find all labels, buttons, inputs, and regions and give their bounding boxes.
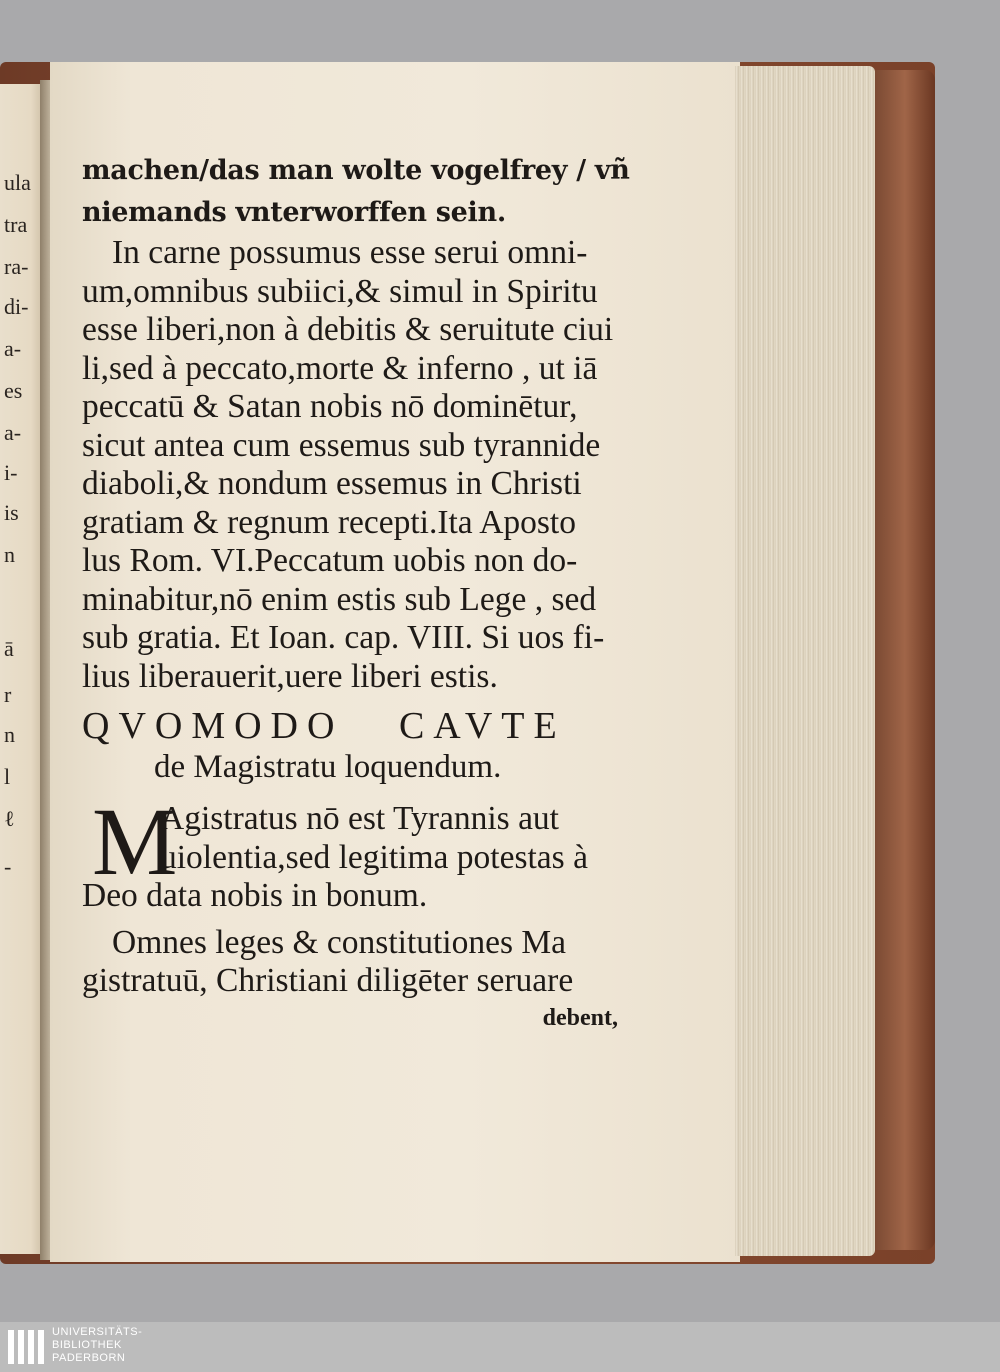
latin-line: lius liberauerit,uere liberi estis.	[82, 657, 498, 695]
latin-line: uiolentia,sed legitima potestas à	[160, 838, 588, 876]
left-margin-fragment: ā	[4, 636, 14, 661]
left-margin-fragment: n	[4, 542, 15, 567]
latin-line: Agistratus nō est Tyrannis aut	[160, 800, 559, 837]
left-margin-fragment: n	[4, 722, 15, 747]
library-name	[52, 1326, 142, 1365]
left-margin-fragment: es	[4, 378, 23, 403]
left-page	[0, 84, 44, 1254]
latin-line: sub gratia. Et Ioan. cap. VIII. Si uos fi-	[82, 619, 605, 656]
footer-bar	[0, 1322, 1000, 1372]
section-subheading: de Magistratu loquendum.	[154, 749, 502, 785]
latin-line: gratiam & regnum recepti.Ita Aposto	[82, 503, 576, 541]
library-name-line: UNIVERSITÄTS-	[52, 1326, 143, 1338]
catchword: debent,	[542, 1004, 618, 1031]
german-line: machen/das man wolte vogelfrey / vñ	[82, 155, 630, 186]
left-margin-fragment: ℓ	[4, 806, 15, 831]
left-margin-fragment: l	[4, 764, 11, 789]
left-margin-fragment: ula	[4, 170, 31, 195]
latin-line: minabitur,nō enim estis sub Lege , sed	[82, 580, 597, 618]
left-margin-fragment: i-	[4, 460, 18, 485]
latin-line: gistratuū, Christiani diligēter seruare	[82, 962, 574, 999]
latin-line: Deo data nobis in bonum.	[82, 877, 428, 914]
page-text	[82, 150, 630, 1035]
page-edges	[735, 66, 875, 1256]
left-margin-fragment: -	[4, 854, 12, 879]
left-margin-fragment: is	[4, 500, 19, 525]
section-heading: QVOMODO CAVTE	[82, 705, 566, 747]
left-margin-fragment: ra-	[4, 254, 29, 279]
latin-line: lus Rom. VI.Peccatum uobis non do-	[82, 542, 578, 579]
latin-line: peccatū & Satan nobis nō dominētur,	[82, 388, 578, 425]
library-name-line: BIBLIOTHEK	[52, 1339, 122, 1351]
latin-line: sicut antea cum essemus sub tyrannide	[82, 426, 601, 464]
left-margin-fragment: a-	[4, 336, 22, 361]
library-name-line: PADERBORN	[52, 1352, 126, 1364]
latin-line: um,omnibus subiici,& simul in Spiritu	[82, 272, 598, 310]
left-margin-fragment: a-	[4, 420, 22, 445]
university-library-logo-icon	[6, 1326, 46, 1368]
latin-line: esse liberi,non à debitis & seruitute ciui	[82, 311, 614, 348]
left-margin-fragment: di-	[4, 294, 29, 319]
book-fore-edge-cover	[875, 70, 935, 1250]
drop-capital: M	[92, 788, 178, 895]
latin-line: In carne possumus esse serui omni-	[112, 234, 588, 271]
latin-line: diaboli,& nondum essemus in Christi	[82, 465, 582, 502]
latin-line: Omnes leges & constitutiones Ma	[112, 923, 567, 961]
dropcap-paragraph	[82, 788, 622, 916]
left-margin-fragment: tra	[4, 212, 28, 237]
latin-line: li,sed à peccato,morte & inferno , ut iā	[82, 349, 598, 387]
german-line: niemands vnterworffen sein.	[82, 197, 506, 228]
left-margin-fragment: r	[4, 682, 12, 707]
